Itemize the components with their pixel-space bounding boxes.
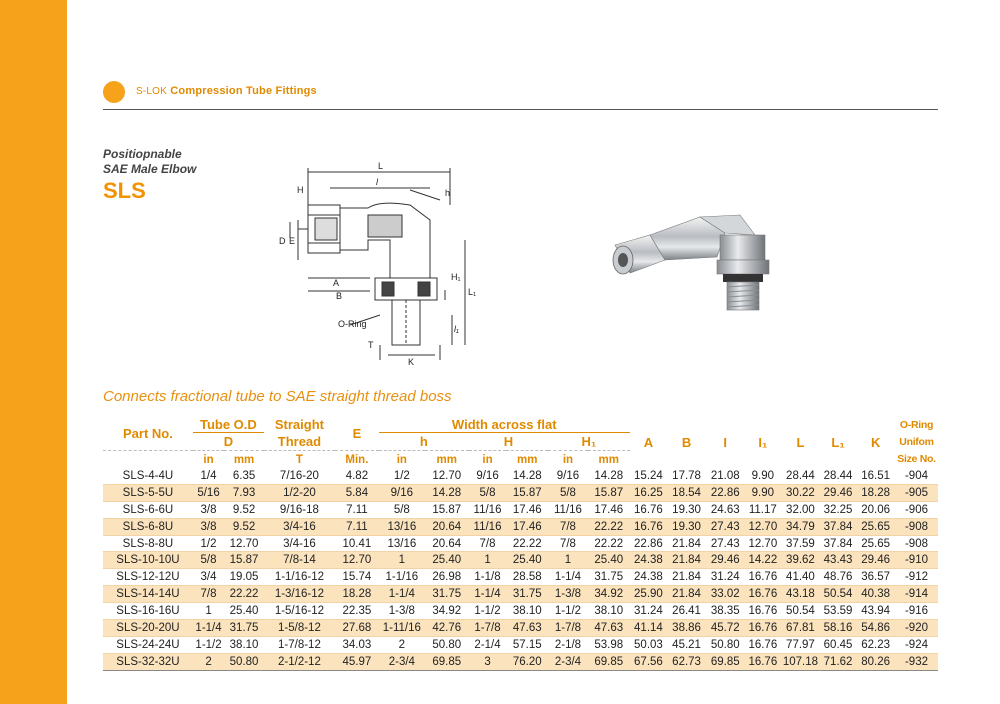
table-row — [103, 636, 938, 653]
orange-bullet-icon — [103, 81, 125, 103]
table-cell: 5/16 — [193, 484, 224, 501]
table-cell: 26.98 — [432, 571, 462, 584]
table-cell: 9.52 — [224, 518, 264, 535]
table-cell: 1 — [205, 605, 212, 618]
table-cell: 32.25 — [823, 503, 853, 516]
table-cell: 3 — [469, 653, 507, 670]
table-cell: 1-1/2 — [474, 605, 501, 618]
table-cell: 107.18 — [781, 653, 820, 670]
table-cell: 69.85 — [706, 653, 745, 670]
table-cell: 14.28 — [594, 469, 624, 482]
table-cell: 9.90 — [745, 484, 782, 501]
part-number-cell: SLS-6-8U — [103, 518, 193, 535]
table-cell: 1-3/8 — [548, 586, 588, 603]
header-oring-3: Size No. — [897, 453, 936, 466]
table-cell: 53.98 — [594, 638, 624, 651]
table-cell: 12.70 — [432, 469, 462, 482]
brand-title: S-LOK Compression Tube Fittings — [136, 85, 317, 97]
dim-label-l1: l₁ — [454, 324, 459, 334]
table-cell: 9/16 — [556, 469, 580, 482]
table-cell: 1-1/4 — [554, 571, 582, 584]
table-cell: 27.43 — [706, 518, 745, 535]
header-min: Min. — [335, 451, 379, 469]
table-cell: 1-7/8-12 — [278, 638, 321, 651]
table-cell: 14.28 — [512, 469, 542, 482]
table-cell: 16.76 — [748, 571, 778, 584]
table-cell: 1-1/4 — [469, 586, 507, 603]
table-cell: 1-1/4 — [193, 620, 224, 637]
header-mm: mm — [506, 451, 548, 469]
table-cell: 24.38 — [630, 552, 668, 569]
table-cell: 19.30 — [667, 518, 706, 535]
part-number-cell: SLS-4-4U — [122, 469, 174, 482]
table-cell: 25.65 — [856, 518, 895, 535]
header-part-no: Part No. — [123, 426, 173, 441]
table-cell: 1-1/8 — [474, 571, 501, 584]
table-cell: -908 — [904, 537, 928, 550]
table-cell: 20.64 — [425, 518, 469, 535]
part-number-cell: SLS-5-5U — [103, 484, 193, 501]
table-cell: 62.23 — [861, 638, 891, 651]
table-cell: 24.63 — [710, 503, 740, 516]
table-cell: 1 — [469, 552, 507, 569]
table-cell: -912 — [904, 571, 928, 584]
table-cell: 1-3/8 — [388, 605, 415, 618]
table-cell: 3/4-16 — [283, 537, 316, 550]
table-cell: 22.35 — [342, 605, 372, 618]
table-cell: 37.59 — [786, 537, 815, 550]
table-cell: 12.70 — [748, 537, 778, 550]
table-cell: 22.86 — [634, 537, 663, 550]
table-cell: 4.82 — [345, 469, 369, 482]
table-cell: 5/8 — [469, 484, 507, 501]
table-cell: 22.22 — [224, 586, 264, 603]
table-cell: 45.72 — [706, 620, 745, 637]
table-cell: 17.46 — [512, 503, 542, 516]
table-cell: 34.03 — [342, 638, 372, 651]
table-cell: 16.76 — [745, 620, 782, 637]
section-caption: Connects fractional tube to SAE straight thread boss — [103, 388, 452, 405]
table-cell: 2-1/8 — [554, 638, 582, 651]
header-A: A — [643, 435, 654, 450]
part-number-cell: SLS-14-14U — [103, 586, 193, 603]
table-cell: 1-5/16-12 — [274, 605, 325, 618]
table-cell: 29.46 — [856, 552, 895, 569]
table-cell: 60.45 — [823, 638, 853, 651]
header-tube-od: Tube O.D — [193, 417, 264, 433]
table-cell: 1-7/8 — [548, 620, 588, 637]
table-cell: 28.44 — [786, 469, 815, 482]
table-cell: 29.46 — [706, 552, 745, 569]
table-cell: 16.51 — [861, 469, 891, 482]
table-cell: 24.38 — [634, 571, 663, 584]
table-row — [103, 468, 938, 484]
table-cell: 9/16 — [476, 469, 499, 482]
table-cell: 20.64 — [432, 537, 462, 550]
table-cell: 11/16 — [473, 503, 502, 516]
table-cell: 25.40 — [506, 552, 548, 569]
header-straight: Straight — [274, 417, 324, 433]
table-cell: 57.15 — [512, 638, 542, 651]
table-cell: 37.84 — [820, 518, 857, 535]
table-cell: 1-5/8-12 — [264, 620, 335, 637]
dim-label-h: h — [445, 188, 451, 198]
table-cell: 15.87 — [506, 484, 548, 501]
table-cell: 2-3/4 — [379, 653, 425, 670]
table-cell: 22.22 — [594, 537, 624, 550]
page-header — [103, 79, 938, 109]
table-cell: 25.65 — [861, 537, 891, 550]
table-cell: 19.30 — [672, 503, 701, 516]
table-cell: 31.24 — [710, 571, 740, 584]
table-cell: 5/8 — [193, 552, 224, 569]
table-cell: 16.76 — [630, 518, 668, 535]
product-title-block — [103, 147, 196, 204]
table-cell: 37.84 — [823, 537, 853, 550]
header-H: H — [503, 434, 514, 449]
table-cell: 3/8 — [193, 518, 224, 535]
table-cell: 76.20 — [506, 653, 548, 670]
part-number-cell: SLS-24-24U — [116, 638, 180, 651]
dim-label-E: E — [289, 236, 296, 246]
table-cell: 14.22 — [745, 552, 782, 569]
table-cell: 43.94 — [861, 605, 891, 618]
table-cell: 27.68 — [335, 620, 379, 637]
product-code: SLS — [103, 178, 146, 203]
table-cell: 25.40 — [588, 552, 630, 569]
side-accent-bar — [0, 0, 67, 704]
table-cell: 50.03 — [634, 638, 663, 651]
part-number-cell: SLS-32-32U — [103, 653, 193, 670]
table-cell: 45.21 — [672, 638, 701, 651]
table-cell: 27.43 — [710, 537, 740, 550]
table-cell: 1 — [548, 552, 588, 569]
specification-table — [103, 417, 938, 671]
table-cell: 11/16 — [554, 503, 582, 516]
table-cell: 7.11 — [335, 518, 379, 535]
dim-label-B: B — [336, 291, 343, 301]
table-cell: 50.80 — [710, 638, 740, 651]
table-cell: 80.26 — [856, 653, 895, 670]
table-cell: 48.76 — [823, 571, 853, 584]
table-cell: 7.93 — [224, 484, 264, 501]
table-cell: 32.00 — [786, 503, 815, 516]
table-cell: 28.58 — [512, 571, 542, 584]
table-cell: -914 — [895, 586, 938, 603]
header-E: E — [352, 426, 362, 441]
table-row — [103, 518, 938, 535]
table-cell: 1-3/16-12 — [264, 586, 335, 603]
table-cell: 16.76 — [745, 586, 782, 603]
table-cell: 12.70 — [229, 537, 259, 550]
table-cell: 17.46 — [506, 518, 548, 535]
table-cell: 54.86 — [856, 620, 895, 637]
dim-label-oring: O-Ring — [338, 319, 367, 329]
table-cell: -905 — [895, 484, 938, 501]
table-cell: 77.97 — [786, 638, 815, 651]
table-cell: 22.86 — [706, 484, 745, 501]
table-cell: 40.38 — [856, 586, 895, 603]
header-rule — [103, 109, 938, 110]
table-row — [103, 484, 938, 501]
table-cell: 2 — [193, 653, 224, 670]
table-cell: 15.87 — [588, 484, 630, 501]
table-cell: 62.73 — [667, 653, 706, 670]
table-cell: 15.87 — [432, 503, 462, 516]
table-cell: 50.80 — [432, 638, 462, 651]
table-cell: 33.02 — [706, 586, 745, 603]
table-cell: -920 — [895, 620, 938, 637]
table-cell: 16.76 — [748, 638, 778, 651]
table-cell: 15.24 — [634, 469, 663, 482]
table-cell: 18.28 — [335, 586, 379, 603]
part-number-cell: SLS-10-10U — [103, 552, 193, 569]
table-cell: 1-1/2 — [554, 605, 582, 618]
table-cell: 38.86 — [667, 620, 706, 637]
table-cell: 38.10 — [512, 605, 542, 618]
table-cell: 71.62 — [820, 653, 857, 670]
header-in: in — [548, 451, 588, 469]
header-D: D — [223, 434, 234, 449]
dim-label-L: L — [378, 161, 384, 171]
table-row — [103, 586, 938, 603]
table-cell: 41.40 — [786, 571, 815, 584]
table-cell: 38.10 — [594, 605, 624, 618]
table-cell: 31.75 — [594, 571, 624, 584]
table-cell: 6.35 — [232, 469, 256, 482]
technical-drawing — [270, 160, 500, 370]
part-number-cell: SLS-20-20U — [103, 620, 193, 637]
table-cell: 11.17 — [748, 503, 777, 516]
table-cell: 1/2 — [200, 537, 217, 550]
table-cell: 16.76 — [745, 653, 782, 670]
table-cell: 25.90 — [630, 586, 668, 603]
table-cell: 31.24 — [634, 605, 663, 618]
table-cell: 45.97 — [335, 653, 379, 670]
dim-label-A: A — [333, 278, 340, 288]
table-cell: 1/2 — [393, 469, 410, 482]
dim-label-H: H — [297, 185, 304, 195]
header-mm: mm — [224, 451, 264, 469]
table-cell: 9/16-18 — [279, 503, 319, 516]
table-row — [103, 603, 938, 620]
table-cell: -924 — [904, 638, 928, 651]
table-cell: 18.28 — [856, 484, 895, 501]
table-cell: 1 — [379, 552, 425, 569]
part-number-cell: SLS-8-8U — [122, 537, 174, 550]
table-cell: 25.40 — [425, 552, 469, 569]
header-h: h — [419, 434, 428, 449]
header-I1: I₁ — [758, 435, 768, 450]
table-cell: 21.84 — [672, 571, 701, 584]
table-cell: 3/4-16 — [264, 518, 335, 535]
table-cell: 17.46 — [594, 503, 624, 516]
header-L: L — [796, 435, 805, 450]
table-cell: 39.62 — [781, 552, 820, 569]
table-cell: 5/8 — [393, 503, 410, 516]
table-cell: 34.92 — [432, 605, 462, 618]
table-cell: 14.28 — [425, 484, 469, 501]
table-row — [103, 620, 938, 637]
header-I: I — [723, 435, 728, 450]
table-cell: 7/8 — [193, 586, 224, 603]
table-cell: 3/4 — [200, 571, 217, 584]
table-cell: -932 — [895, 653, 938, 670]
header-width-across-flat: Width across flat — [379, 417, 630, 433]
table-cell: 3/8 — [200, 503, 217, 516]
table-cell: 67.81 — [781, 620, 820, 637]
table-cell: 7/16-20 — [279, 469, 319, 482]
table-cell: 67.56 — [630, 653, 668, 670]
table-cell: 7/8-14 — [264, 552, 335, 569]
table-cell: 30.22 — [781, 484, 820, 501]
table-cell: 11/16 — [469, 518, 507, 535]
table-cell: 2 — [398, 638, 406, 651]
product-photo — [605, 205, 790, 320]
table-cell: 9/16 — [379, 484, 425, 501]
table-cell: 12.70 — [335, 552, 379, 569]
header-K: K — [870, 435, 881, 450]
table-cell: 47.63 — [506, 620, 548, 637]
table-row — [103, 535, 938, 552]
table-cell: 9.52 — [232, 503, 256, 516]
product-subtitle-1: Positiopnable — [103, 147, 182, 161]
header-H1: H₁ — [581, 434, 597, 449]
table-cell: 38.35 — [710, 605, 740, 618]
table-row — [103, 569, 938, 586]
table-cell: 28.44 — [823, 469, 853, 482]
table-cell: 21.84 — [672, 537, 701, 550]
table-cell: 47.63 — [588, 620, 630, 637]
product-subtitle-2: SAE Male Elbow — [103, 162, 197, 176]
part-number-cell: SLS-6-6U — [122, 503, 174, 516]
table-cell: 19.05 — [229, 571, 259, 584]
dim-label-K: K — [408, 357, 415, 367]
table-row — [103, 552, 938, 569]
header-oring-2: Unifom — [899, 435, 934, 448]
table-row — [103, 501, 938, 518]
table-cell: 31.75 — [506, 586, 548, 603]
part-number-cell: SLS-16-16U — [116, 605, 180, 618]
table-cell: 36.57 — [861, 571, 891, 584]
table-cell: 13/16 — [379, 518, 425, 535]
table-cell: -908 — [895, 518, 938, 535]
table-cell: 1-1/16-12 — [274, 571, 325, 584]
table-cell: 9.90 — [751, 469, 775, 482]
table-cell: 7.11 — [346, 503, 368, 516]
dim-label-l: l — [376, 177, 378, 187]
table-cell: -904 — [904, 469, 928, 482]
table-cell: 1-1/4 — [379, 586, 425, 603]
table-cell: 34.79 — [781, 518, 820, 535]
table-cell: 21.08 — [710, 469, 740, 482]
table-cell: 7/8 — [479, 537, 496, 550]
table-cell: 1/2-20 — [264, 484, 335, 501]
header-mm: mm — [588, 451, 630, 469]
table-cell: 16.76 — [748, 605, 778, 618]
table-cell: 42.76 — [425, 620, 469, 637]
table-cell: 26.41 — [672, 605, 701, 618]
dim-label-T: T — [368, 340, 374, 350]
table-cell: 12.70 — [745, 518, 782, 535]
dim-label-D: D — [279, 236, 286, 246]
table-cell: 1-7/8 — [469, 620, 507, 637]
table-cell: 15.87 — [224, 552, 264, 569]
dim-label-L1: L₁ — [468, 287, 477, 297]
table-cell: 50.54 — [786, 605, 815, 618]
table-cell: 2-3/4 — [548, 653, 588, 670]
table-cell: 1-1/16 — [385, 571, 419, 584]
header-in: in — [379, 451, 425, 469]
table-cell: 41.14 — [630, 620, 668, 637]
table-cell: -910 — [895, 552, 938, 569]
table-cell: 50.80 — [224, 653, 264, 670]
table-cell: 2-1/4 — [474, 638, 501, 651]
header-thread: Thread — [277, 433, 322, 449]
table-cell: 43.43 — [820, 552, 857, 569]
table-cell: 1-1/2 — [195, 638, 222, 651]
table-cell: 21.84 — [667, 552, 706, 569]
table-cell: 15.74 — [342, 571, 372, 584]
table-cell: 43.18 — [781, 586, 820, 603]
table-cell: 29.46 — [820, 484, 857, 501]
table-cell: 16.25 — [630, 484, 668, 501]
table-cell: 10.41 — [342, 537, 372, 550]
table-cell: 22.22 — [512, 537, 542, 550]
table-cell: 1-11/16 — [379, 620, 425, 637]
header-B: B — [681, 435, 692, 450]
table-cell: 53.59 — [823, 605, 853, 618]
table-cell: 69.85 — [425, 653, 469, 670]
header-mm: mm — [425, 451, 469, 469]
table-cell: 69.85 — [588, 653, 630, 670]
table-cell: 2-1/2-12 — [264, 653, 335, 670]
table-cell: 7/8 — [548, 518, 588, 535]
table-cell: 50.54 — [820, 586, 857, 603]
header-oring-1: O-Ring — [899, 418, 934, 431]
table-cell: 17.78 — [672, 469, 701, 482]
table-cell: 31.75 — [224, 620, 264, 637]
header-L1: L₁ — [831, 435, 845, 450]
table-cell: 38.10 — [229, 638, 259, 651]
table-cell: -906 — [904, 503, 928, 516]
table-row — [103, 653, 938, 670]
table-cell: 16.76 — [634, 503, 663, 516]
table-cell: 34.92 — [588, 586, 630, 603]
header-T: T — [264, 451, 335, 469]
part-number-cell: SLS-12-12U — [116, 571, 180, 584]
table-cell: 18.54 — [667, 484, 706, 501]
table-cell: 1/4 — [200, 469, 217, 482]
table-cell: 5/8 — [548, 484, 588, 501]
header-in: in — [193, 451, 224, 469]
table-cell: 22.22 — [588, 518, 630, 535]
table-cell: 20.06 — [861, 503, 891, 516]
table-cell: 7/8 — [559, 537, 576, 550]
table-cell: 25.40 — [229, 605, 259, 618]
table-cell: 58.16 — [820, 620, 857, 637]
table-cell: 5.84 — [335, 484, 379, 501]
table-cell: 21.84 — [667, 586, 706, 603]
table-cell: 31.75 — [425, 586, 469, 603]
header-in: in — [469, 451, 507, 469]
table-cell: 13/16 — [387, 537, 417, 550]
dim-label-H1: H₁ — [451, 272, 461, 282]
table-cell: -916 — [904, 605, 928, 618]
